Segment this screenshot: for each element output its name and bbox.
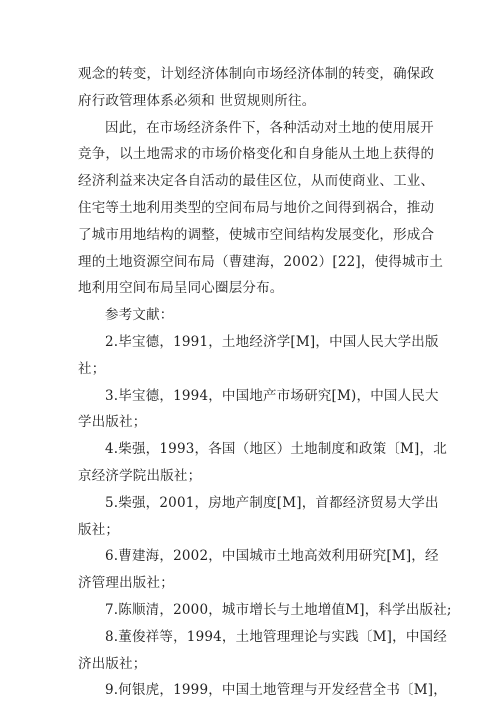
paragraph-line: 了城市用地结构的调整，使城市空间结构发展变化，形成合 (78, 226, 435, 243)
reference-item: 2.毕宝德，1991，土地经济学[M]，中国人民大学出版 (105, 333, 439, 350)
paragraph-line: 观念的转变，计划经济体制向市场经济体制的转变，确保政 (78, 66, 435, 82)
reference-item-cont: 社； (78, 360, 106, 377)
paragraph-line: 地利用空间布局呈同心圈层分布。 (78, 280, 284, 297)
paragraph-line: 住宅等土地利用类型的空间布局与地价之间得到祸合，推动 (78, 199, 435, 216)
reference-item: 8.董俊祥等，1994，土地管理理论与实践〔M]，中国经 (105, 628, 447, 645)
paragraph-line: 因此，在市场经济条件下，各种活动对土地的使用展开 (105, 119, 434, 136)
reference-item-cont: 济管理出版社； (78, 575, 174, 592)
reference-item-cont: 济出版社； (78, 655, 147, 672)
reference-item-cont: 版社； (78, 521, 120, 538)
reference-item: 5.柴强，2001，房地产制度[M]，首都经济贸易大学出 (105, 494, 439, 511)
reference-item-cont: 学出版社； (78, 414, 147, 431)
reference-item: 7.陈顺清，2000，城市增长与土地增值M]，科学出版社; (105, 601, 452, 618)
reference-item: 3.毕宝德，1994，中国地产市场研究[M)，中国人民大 (105, 387, 439, 404)
paragraph-line: 理的土地资源空间布局（曹建海，2002）[22]，使得城市土 (78, 253, 444, 270)
reference-item-cont: 京经济学院出版社； (78, 467, 202, 484)
reference-item: 6.曹建海，2002，中国城市土地高效利用研究[M]，经 (105, 548, 439, 565)
references-heading: 参考文献： (105, 307, 174, 324)
paragraph-line: 竞争，以土地需求的市场价格变化和自身能从土地上获得的 (78, 146, 435, 163)
reference-item: 9.何银虎，1999，中国土地管理与开发经营全书〔M]， (105, 682, 447, 699)
paragraph-line: 府行政管理体系必须和 世贸规则所往。 (78, 92, 316, 109)
paragraph-line: 经济利益来决定各自活动的最佳区位，从而使商业、工业、 (78, 173, 435, 190)
document-body (78, 61, 452, 704)
reference-item: 4.柴强，1993，各国（地区）土地制度和政策〔M]，北 (105, 441, 447, 458)
